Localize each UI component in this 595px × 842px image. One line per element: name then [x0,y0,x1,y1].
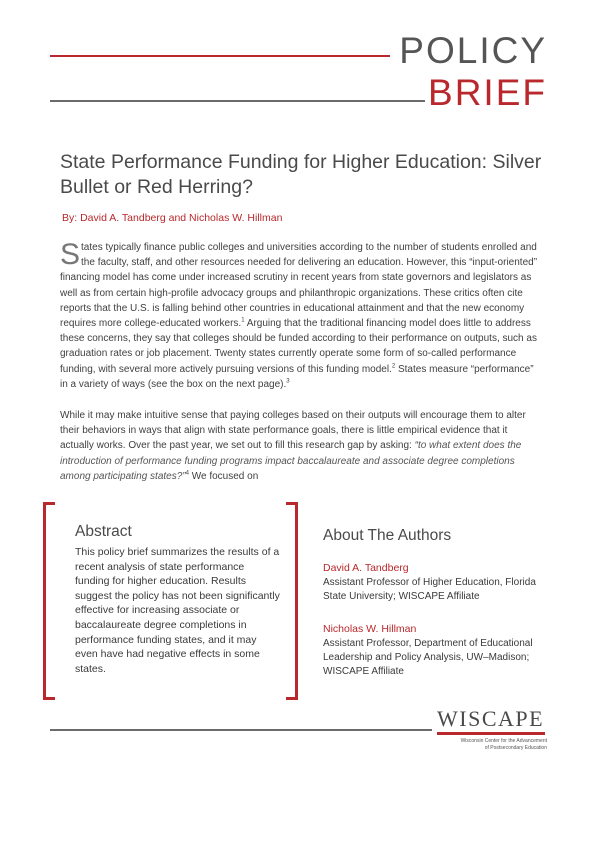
abstract-body: This policy brief summarizes the results of a recent analysis of state performance funding for higher education. Results suggest the policy has not been significantly effective for increasing associate or baccalaureate degree completions in performance funding states, and it may even have had negative effects in some states. [75,546,280,675]
wiscape-logo [437,708,547,751]
logo-tagline-line: Wisconsin Center for the Advancement [460,738,547,744]
footnote-ref: 3 [286,378,290,385]
footer-rule [50,729,432,731]
paragraph-text: Arguing that the traditional financing model does little to address these concerns, they say that colleges should be funded according to their performance on outputs, such as graduation rates or job placement. Twenty states currently operate some form of so-called performance funding, with several more actively pursuing versions of this funding model. [60,318,537,375]
drop-cap: S [60,238,81,271]
author-entry [323,561,553,604]
paragraph-text: States measure “performance” in a variety of ways (see the box on the next page). [60,363,534,390]
author-name: David A. Tandberg [323,562,409,574]
footnote-ref: 2 [391,363,396,370]
paragraph-text: While it may make intuitive sense that paying colleges based on their outputs will encourage them to alter their behaviors in ways that align with state performance goals, there is little empirical evidence that it actually works. Over the past year, we set out to fill this research gap by asking: [60,410,526,452]
author-affiliation: Assistant Professor, Department of Educational Leadership and Policy Analysis, UW–Madison; WISCAPE Affiliate [323,638,533,677]
author-name: Nicholas W. Hillman [323,623,417,635]
byline: By: David A. Tandberg and Nicholas W. Hillman [62,212,283,224]
author-entry [323,622,553,679]
authors-heading: About The Authors [323,527,452,544]
header-brief-word: BRIEF [428,72,547,113]
logo-wordmark: WISCAPE [437,706,545,731]
research-question: “to what extent does the introduction of performance funding programs impact baccalaureate and associate degree completions among participating states?” [60,440,522,482]
header-rule-gray [50,100,425,102]
abstract-bracket-right [286,502,298,700]
paragraph-text: We focused on [188,470,259,482]
abstract-bracket-left [43,502,55,700]
document-title: State Performance Funding for Higher Education: Silver Bullet or Red Herring? [60,151,542,198]
paragraph-text: tates typically finance public colleges and universities according to the number of students enrolled and the faculty, staff, and other resources needed for delivering an education. However, this “input-oriented” financing model has come under increased scrutiny in recent years from state governors and legislators as well as from certain high-profile advocacy groups and philanthropic organizations. These critics often cite reports that the U.S. is falling behind other countries in educational attainment and that the new economy requires more college-educated workers. [60,242,538,330]
intro-paragraph [60,240,540,392]
abstract-heading: Abstract [75,523,132,540]
footnote-ref: 4 [185,470,189,477]
header-policy-word: POLICY [399,30,547,71]
logo-tagline [437,738,547,751]
header-rule-red [50,55,390,57]
research-paragraph [60,408,540,484]
footnote-ref: 1 [241,317,245,324]
author-affiliation: Assistant Professor of Higher Education, Florida State University; WISCAPE Affiliate [323,577,536,602]
logo-bar [437,732,545,735]
logo-tagline-line: of Postsecondary Education [484,744,547,751]
